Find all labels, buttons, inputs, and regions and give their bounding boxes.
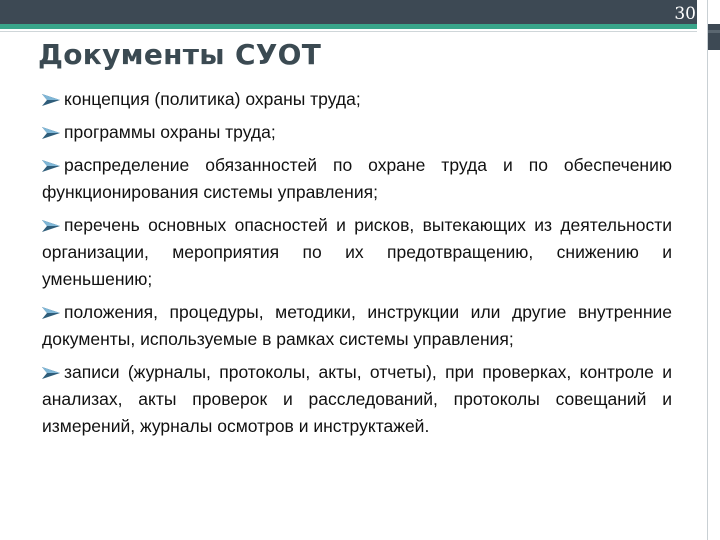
- bullet-list: [42, 86, 672, 446]
- arrow-bullet-icon: [42, 220, 60, 232]
- right-divider: [707, 0, 708, 540]
- list-item-text: концепция (политика) охраны труда;: [64, 89, 361, 109]
- arrow-bullet-icon: [42, 307, 60, 319]
- header-divider: [0, 31, 697, 32]
- list-item: [42, 86, 672, 113]
- header-bar: [0, 0, 697, 24]
- list-item: [42, 359, 672, 440]
- list-item: [42, 152, 672, 206]
- slide-title: Документы СУОТ: [38, 38, 322, 71]
- arrow-bullet-icon: [42, 367, 60, 379]
- list-item-text: распределение обязанностей по охране труда и по обеспечению функционирования системы управления;: [42, 155, 672, 202]
- list-item-text: положения, процедуры, методики, инструкции или другие внутренние документы, используемые в рамках системы управления;: [42, 302, 672, 349]
- arrow-bullet-icon: [42, 127, 60, 139]
- list-item-text: программы охраны труда;: [64, 122, 276, 142]
- page-number: 30: [674, 4, 696, 24]
- corner-block: [708, 24, 720, 50]
- list-item: [42, 212, 672, 293]
- list-item: [42, 119, 672, 146]
- list-item: [42, 299, 672, 353]
- arrow-bullet-icon: [42, 94, 60, 106]
- header-accent-stripe: [0, 24, 697, 29]
- list-item-text: записи (журналы, протоколы, акты, отчеты), при проверках, контроле и анализах, акты проверок и расследований, протоколы совещаний и измерений, журналы осмотров и инструктажей.: [42, 362, 672, 436]
- corner-accent: [708, 30, 720, 33]
- list-item-text: перечень основных опасностей и рисков, вытекающих из деятельности организации, мероприятия по их предотвращению, снижению и уменьшению;: [42, 215, 672, 289]
- arrow-bullet-icon: [42, 160, 60, 172]
